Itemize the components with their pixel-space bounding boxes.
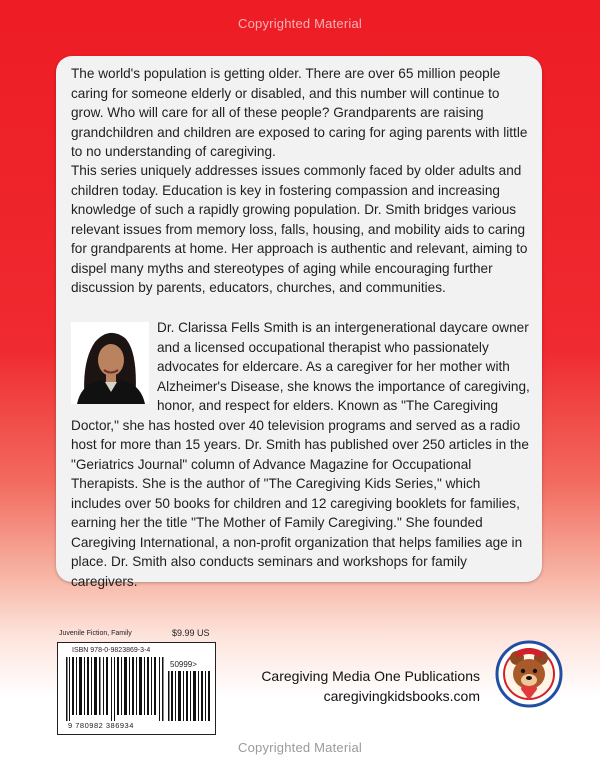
price-label: $9.99 US [172,628,210,638]
description-panel [56,56,542,589]
publisher-name: Caregiving Media One Publications [261,668,480,684]
publisher-website: caregivingkidsbooks.com [323,688,480,704]
price-addon-code: 50999> [170,660,197,669]
isbn-text: ISBN 978-0-9823869-3-4 [72,647,151,654]
watermark-top: Copyrighted Material [238,16,362,31]
author-photo [71,322,149,404]
author-bio-block [71,318,533,591]
bear-logo-icon [495,634,563,726]
barcode-number: 9 780982 386934 [68,721,134,730]
watermark-bottom: Copyrighted Material [238,740,362,755]
description-paragraph-2: This series uniquely addresses issues commonly faced by older adults and children today. Education is key in fostering compassion and increasing knowledge of such a rapidly growing population. Dr. Smith bridges various relevant issues from memory loss, falls, housing, and mobility aids to caring for grandparents at home. Her approach is authentic and relevant, aiming to dispel many myths and stereotypes of aging while encouraging further discussion by parents, educators, churches, and communities. [71,163,528,295]
description-paragraph-1: The world's population is getting older. There are over 65 million people caring for someone elderly or disabled, and this number will continue to grow. Who will care for all of these people? Grandparents are raising grandchildren and children are exposed to caring for aging parents with little to no understanding of caregiving. [71,66,528,159]
caregiving-bear-logo [495,634,563,726]
genre-label: Juvenile Fiction, Family [59,630,132,637]
author-portrait-image [71,322,149,404]
author-bio-text: Dr. Clarissa Fells Smith is an intergenerational daycare owner and a licensed occupational therapist who passionately advocates for eldercare. As a caregiver for her mother with Alzheimer's Disease, she knows the importance of caregiving, honor, and respect for elders. Known as "The Caregiving Doctor," she has hosted over 40 television programs and served as a radio host for more than 15 years. Dr. Smith has published over 250 articles in the "Geriatrics Journal" column of Advance Magazine for Occupational Therapists. She is the author of "The Caregiving Kids Series," which includes over 50 books for children and 12 caregiving booklets for families, earning her the title "The Mother of Family Caregiving." She founded Caregiving International, a non-profit organization that helps families age in place. Dr. Smith also conducts seminars and workshops for family caregivers. [71,320,530,589]
